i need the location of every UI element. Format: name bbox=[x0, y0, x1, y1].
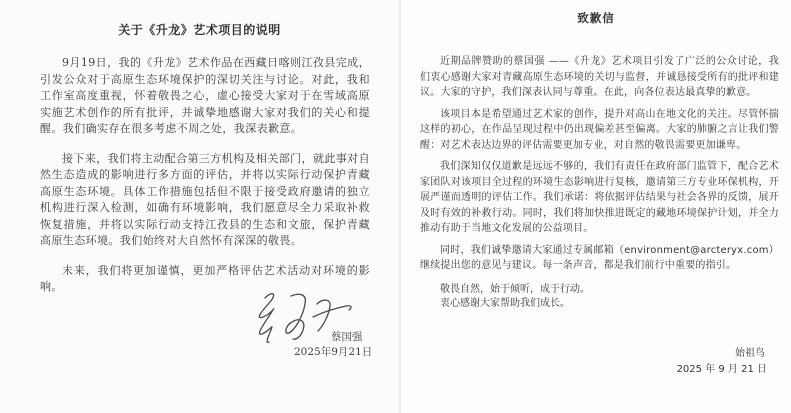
statement-title: 关于《升龙》艺术项目的说明 bbox=[118, 23, 281, 37]
apology-closing-line-2: 衷心感谢大家帮助我们成长。 bbox=[440, 298, 570, 309]
apology-letter-body bbox=[420, 54, 779, 312]
statement-paragraph-2: 接下来，我们将主动配合第三方机构及相关部门，就此事对自然生态造成的影响进行多方面的评估，并将以实际行动保护青藏高原生态环境。具体工作措施包括但不限于接受政府邀请的独立机构进行深入检测，如确有环境影响，我们愿意尽全力采取补救恢复措施，并将以实际行动支持江孜县的生态和文旅，保护青藏高原生态环境。我们始终对大自然怀有深深的敬畏。 bbox=[40, 151, 370, 247]
apology-closing-line-1: 敬畏自然，始于倾听，成于行动。 bbox=[440, 283, 590, 295]
apology-paragraph-3: 我们深知仅仅道歉是远远不够的，我们有责任在政府部门监管下，配合艺术家团队对该项目全过程的环境生态影响进行复核，邀请第三方专业环保机构，开展严谨而透明的评估工作。我们承诺：将依据评估结果与社会各界的反馈，展开及时有效的补救行动。同时，我们将加快推进既定的藏地环境保护计划，并全力推动有助于当地文化发展的公益项目。 bbox=[420, 161, 779, 234]
apology-paragraph-4: 同时，我们诚挚邀请大家通过专属邮箱（environment@arcteryx.com）继续提出您的意见与建议。每一条声音，都是我们前行中重要的指引。 bbox=[420, 244, 779, 271]
statement-signer-name: 蔡国强 bbox=[331, 331, 363, 343]
statement-date: 2025年9月21日 bbox=[294, 346, 373, 358]
apology-letter-title: 致歉信 bbox=[577, 11, 615, 25]
statement-paragraph-1: 9月19日，我的《升龙》艺术作品在西藏日喀则江孜县完成，引发公众对于高原生态环境保护的深切关注与讨论。对此，我和工作室高度重视，怀着敬畏之心，虚心接受大家对于在雪域高原实施艺术创作的所有批评，并诚挚地感谢大家对我们的关心和提醒。我们确实存在很多考虑不周之处，我深表歉意。 bbox=[40, 56, 370, 135]
apology-letter-document bbox=[401, 0, 791, 413]
statement-body bbox=[40, 55, 370, 296]
apology-date: 2025 年 9 月 21 日 bbox=[676, 364, 767, 375]
apology-signer-name: 始祖鸟 bbox=[735, 348, 765, 359]
apology-paragraph-1: 近期品牌赞助的蔡国强 ——《升龙》艺术项目引发了广泛的公众讨论，我们衷心感谢大家对青藏高原生态环境的关切与监督，并诚恳接受所有的批评和建议。大家的守护，我们深表认同与尊重。在此，向各位表达最真挚的歉意。 bbox=[420, 56, 779, 98]
apology-paragraph-2: 该项目本是希望通过艺术家的创作，提升对高山在地文化的关注。尽管怀揣这样的初心，在作品呈现过程中仍出现偏差甚至偏离。大家的肺腑之言让我们警醒：对艺术表达边界的评估需要更加专业，对自然的敬畏需要更加谦卑。 bbox=[420, 108, 779, 151]
statement-paragraph-3: 未来，我们将更加谨慎，更加严格评估艺术活动对环境的影响。 bbox=[40, 263, 370, 293]
